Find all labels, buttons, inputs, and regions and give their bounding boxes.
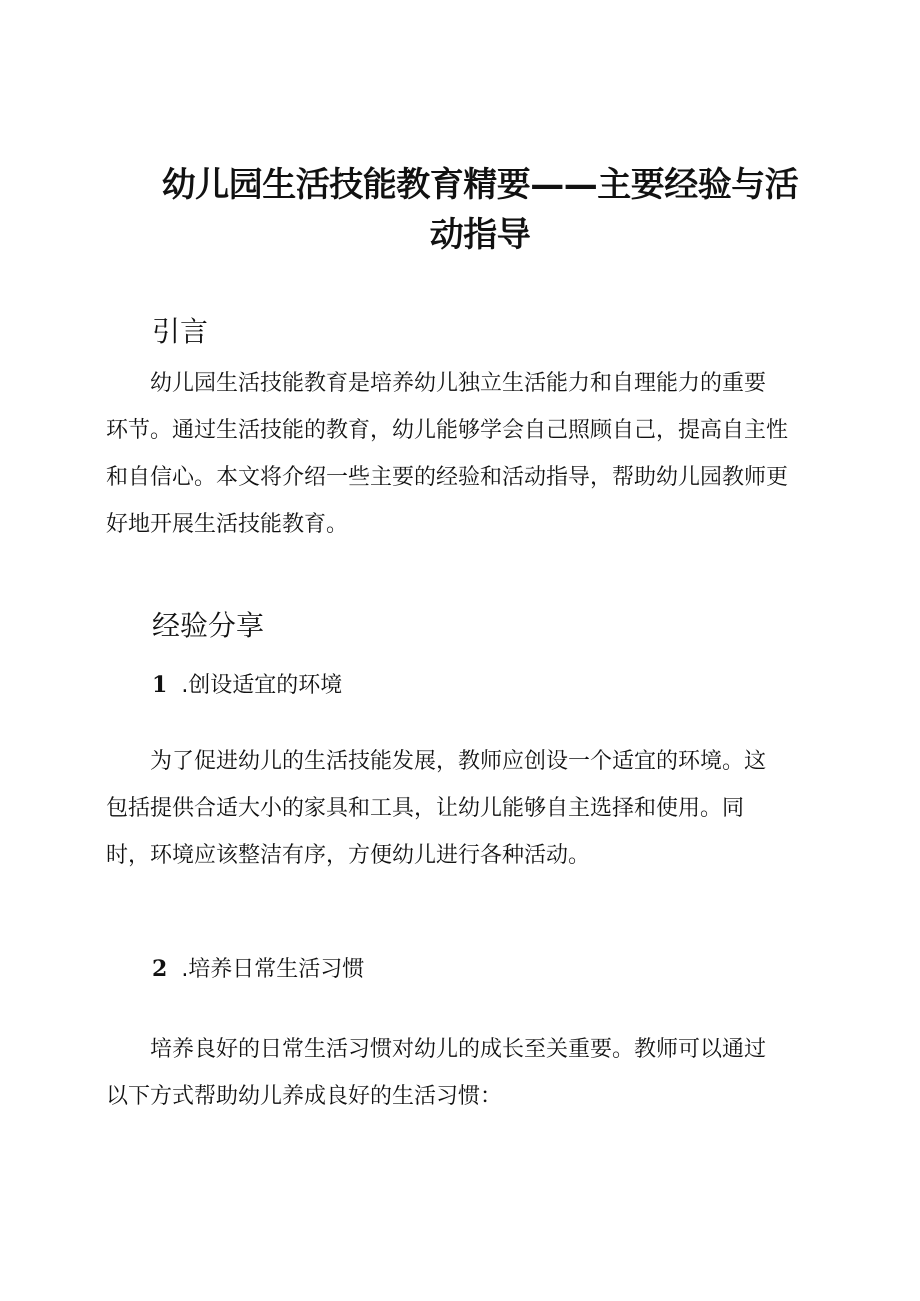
document-title	[150, 160, 810, 260]
title-line-2: 动指导	[429, 215, 531, 255]
intro-line-3: 和自信心。本文将介绍一些主要的经验和活动指导，帮助幼儿园教师更	[106, 465, 789, 490]
item-number-1: 1	[152, 672, 168, 698]
intro-line-1: 幼儿园生活技能教育是培养幼儿独立生活能力和自理能力的重要	[150, 371, 767, 396]
item-2-line-2: 以下方式帮助幼儿养成良好的生活习惯：	[106, 1084, 503, 1109]
title-line-1: 幼儿园生活技能教育精要——主要经验与活	[161, 165, 799, 205]
intro-line-4: 好地开展生活技能教育。	[106, 512, 349, 537]
intro-line-2: 环节。通过生活技能的教育，幼儿能够学会自己照顾自己，提高自主性	[106, 418, 789, 443]
item-1-line-1: 为了促进幼儿的生活技能发展，教师应创设一个适宜的环境。这	[150, 749, 767, 774]
section-heading-experience: 经验分享	[152, 609, 265, 642]
intro-paragraph	[106, 360, 788, 548]
item-1-paragraph	[106, 738, 766, 879]
item-title-1: .创设适宜的环境	[181, 673, 343, 698]
item-2-paragraph	[106, 1026, 766, 1120]
item-title-2: .培养日常生活习惯	[181, 957, 365, 982]
item-1-line-3: 时，环境应该整洁有序，方便幼儿进行各种活动。	[106, 843, 591, 868]
item-2-line-1: 培养良好的日常生活习惯对幼儿的成长至关重要。教师可以通过	[150, 1037, 767, 1062]
subheading-item-2	[152, 954, 364, 985]
item-number-2: 2	[152, 956, 168, 982]
section-heading-intro: 引言	[152, 315, 209, 348]
subheading-item-1	[152, 670, 342, 701]
item-1-line-2: 包括提供合适大小的家具和工具，让幼儿能够自主选择和使用。同	[106, 796, 745, 821]
